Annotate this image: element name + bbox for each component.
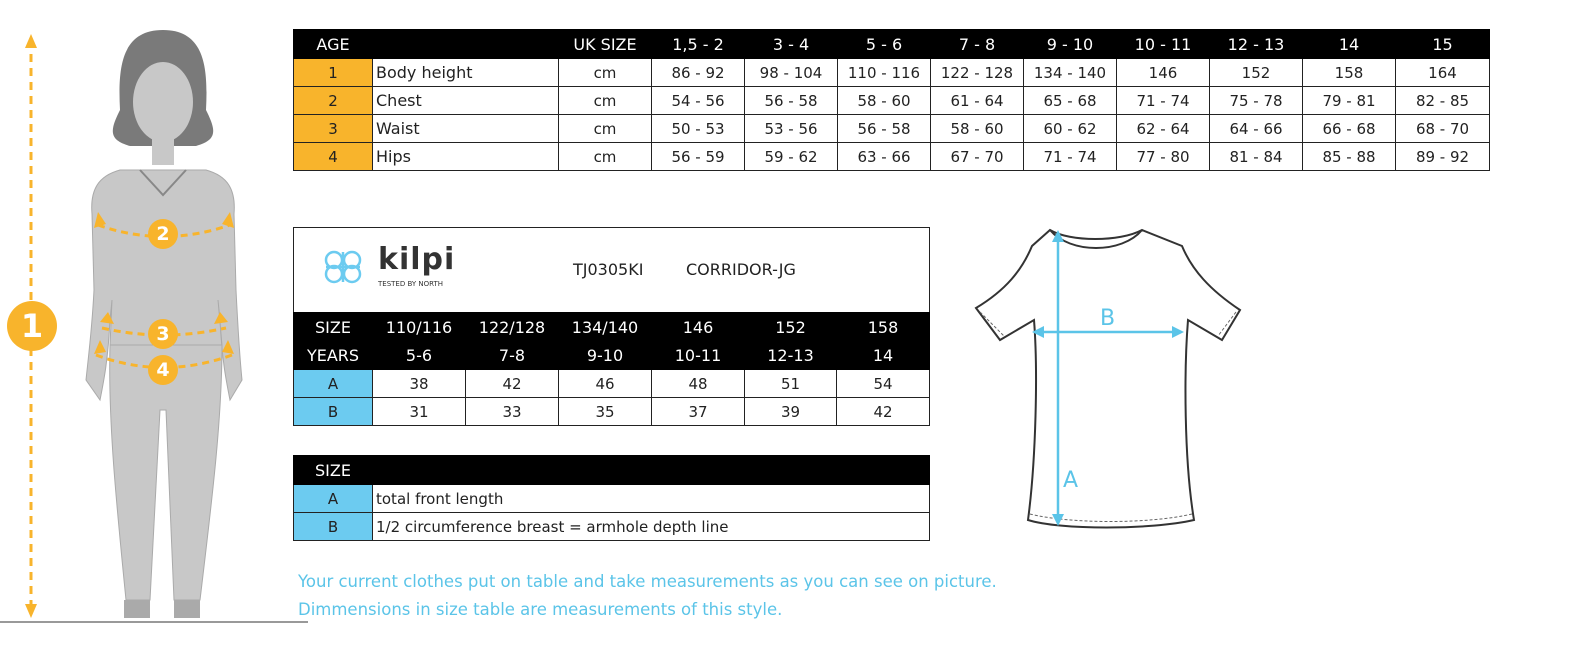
header-cell: 9-10 <box>559 342 652 370</box>
table-cell: 158 <box>1303 59 1396 87</box>
header-cell: 122/128 <box>466 313 559 342</box>
header-cell: 10-11 <box>652 342 745 370</box>
table-cell: 66 - 68 <box>1303 115 1396 143</box>
tshirt-diagram <box>970 220 1250 540</box>
header-cell: 15 <box>1396 30 1490 59</box>
row-label: Hips <box>373 143 559 171</box>
table-cell: 56 - 58 <box>745 87 838 115</box>
height-marker-label: 1 <box>20 307 44 345</box>
header-cell: 158 <box>837 313 930 342</box>
table-cell: 75 - 78 <box>1210 87 1303 115</box>
table-cell: 79 - 81 <box>1303 87 1396 115</box>
table-cell: 67 - 70 <box>931 143 1024 171</box>
product-size-table <box>293 312 930 426</box>
header-cell: SIZE <box>294 313 373 342</box>
legend-text: total front length <box>373 485 930 513</box>
instruction-note: Dimmensions in size table are measurements of this style. <box>298 600 783 619</box>
table-cell: 51 <box>745 370 837 398</box>
row-unit: cm <box>559 87 652 115</box>
waist-marker <box>148 319 178 349</box>
header-cell <box>373 30 559 59</box>
header-cell: 12 - 13 <box>1210 30 1303 59</box>
table-cell: 33 <box>466 398 559 426</box>
table-row <box>294 87 1490 115</box>
table-cell: 146 <box>1117 59 1210 87</box>
table-cell: 53 - 56 <box>745 115 838 143</box>
row-number: 1 <box>294 59 373 87</box>
row-unit: cm <box>559 143 652 171</box>
table-cell: 54 - 56 <box>652 87 745 115</box>
table-row <box>294 370 930 398</box>
table-cell: 39 <box>745 398 837 426</box>
table-cell: 122 - 128 <box>931 59 1024 87</box>
legend-table <box>293 455 930 541</box>
header-cell: 3 - 4 <box>745 30 838 59</box>
table-cell: 59 - 62 <box>745 143 838 171</box>
header-cell: 12-13 <box>745 342 837 370</box>
table-row <box>294 143 1490 171</box>
header-cell: 10 - 11 <box>1117 30 1210 59</box>
table-cell: 35 <box>559 398 652 426</box>
header-cell: 14 <box>1303 30 1396 59</box>
waist-marker-label: 3 <box>156 323 170 345</box>
table-cell: 54 <box>837 370 930 398</box>
size-table-header <box>294 30 1490 59</box>
chest-marker-label: 2 <box>156 223 170 245</box>
measure-label: B <box>294 398 373 426</box>
table-cell: 71 - 74 <box>1117 87 1210 115</box>
table-cell: 89 - 92 <box>1396 143 1490 171</box>
table-cell: 65 - 68 <box>1024 87 1117 115</box>
header-cell: 14 <box>837 342 930 370</box>
measure-label: B <box>294 513 373 541</box>
table-cell: 98 - 104 <box>745 59 838 87</box>
header-cell: SIZE <box>294 456 373 485</box>
brand-tagline: TESTED BY NORTH <box>378 280 444 288</box>
hips-marker-label: 4 <box>156 359 170 381</box>
product-code: TJ0305KI <box>573 260 644 279</box>
table-row <box>294 485 930 513</box>
product-name: CORRIDOR-JG <box>686 260 796 279</box>
header-cell: 152 <box>745 313 837 342</box>
table-row <box>294 59 1490 87</box>
table-cell: 58 - 60 <box>838 87 931 115</box>
chest-marker <box>148 219 178 249</box>
table-cell: 82 - 85 <box>1396 87 1490 115</box>
row-number: 2 <box>294 87 373 115</box>
product-years-row <box>294 342 930 370</box>
table-cell: 42 <box>837 398 930 426</box>
product-size-row <box>294 313 930 342</box>
table-cell: 152 <box>1210 59 1303 87</box>
header-cell: 146 <box>652 313 745 342</box>
row-unit: cm <box>559 59 652 87</box>
header-cell: YEARS <box>294 342 373 370</box>
table-cell: 58 - 60 <box>931 115 1024 143</box>
header-cell: AGE <box>294 30 373 59</box>
table-cell: 110 - 116 <box>838 59 931 87</box>
table-cell: 48 <box>652 370 745 398</box>
header-cell: 7-8 <box>466 342 559 370</box>
size-table <box>293 29 1490 171</box>
row-unit: cm <box>559 115 652 143</box>
table-cell: 31 <box>373 398 466 426</box>
table-cell: 61 - 64 <box>931 87 1024 115</box>
table-cell: 60 - 62 <box>1024 115 1117 143</box>
table-cell: 62 - 64 <box>1117 115 1210 143</box>
table-cell: 50 - 53 <box>652 115 745 143</box>
table-cell: 164 <box>1396 59 1490 87</box>
header-cell: 7 - 8 <box>931 30 1024 59</box>
measure-label: A <box>294 370 373 398</box>
table-cell: 63 - 66 <box>838 143 931 171</box>
table-cell: 68 - 70 <box>1396 115 1490 143</box>
table-cell: 46 <box>559 370 652 398</box>
table-cell: 85 - 88 <box>1303 143 1396 171</box>
header-cell: 5 - 6 <box>838 30 931 59</box>
table-row <box>294 115 1490 143</box>
shirt-label-b: B <box>1100 306 1116 331</box>
table-cell: 134 - 140 <box>1024 59 1117 87</box>
table-cell: 81 - 84 <box>1210 143 1303 171</box>
header-cell: 134/140 <box>559 313 652 342</box>
row-number: 3 <box>294 115 373 143</box>
height-marker <box>7 301 57 351</box>
table-cell: 64 - 66 <box>1210 115 1303 143</box>
row-number: 4 <box>294 143 373 171</box>
header-cell: 110/116 <box>373 313 466 342</box>
table-cell: 56 - 59 <box>652 143 745 171</box>
row-label: Body height <box>373 59 559 87</box>
table-cell: 42 <box>466 370 559 398</box>
shirt-label-a: A <box>1063 468 1079 493</box>
header-cell: UK SIZE <box>559 30 652 59</box>
table-cell: 86 - 92 <box>652 59 745 87</box>
row-label: Waist <box>373 115 559 143</box>
table-cell: 38 <box>373 370 466 398</box>
hips-marker <box>148 355 178 385</box>
product-box <box>293 227 930 312</box>
measure-label: A <box>294 485 373 513</box>
table-cell: 56 - 58 <box>838 115 931 143</box>
brand-name: kilpi <box>378 242 456 277</box>
row-label: Chest <box>373 87 559 115</box>
table-row <box>294 398 930 426</box>
brand-logo-icon <box>316 242 376 292</box>
header-cell <box>373 456 930 485</box>
legend-header <box>294 456 930 485</box>
table-cell: 77 - 80 <box>1117 143 1210 171</box>
instruction-note: Your current clothes put on table and take measurements as you can see on picture. <box>298 572 997 591</box>
table-row <box>294 513 930 541</box>
table-cell: 71 - 74 <box>1024 143 1117 171</box>
header-cell: 5-6 <box>373 342 466 370</box>
header-cell: 1,5 - 2 <box>652 30 745 59</box>
header-cell: 9 - 10 <box>1024 30 1117 59</box>
legend-text: 1/2 circumference breast = armhole depth line <box>373 513 930 541</box>
table-cell: 37 <box>652 398 745 426</box>
